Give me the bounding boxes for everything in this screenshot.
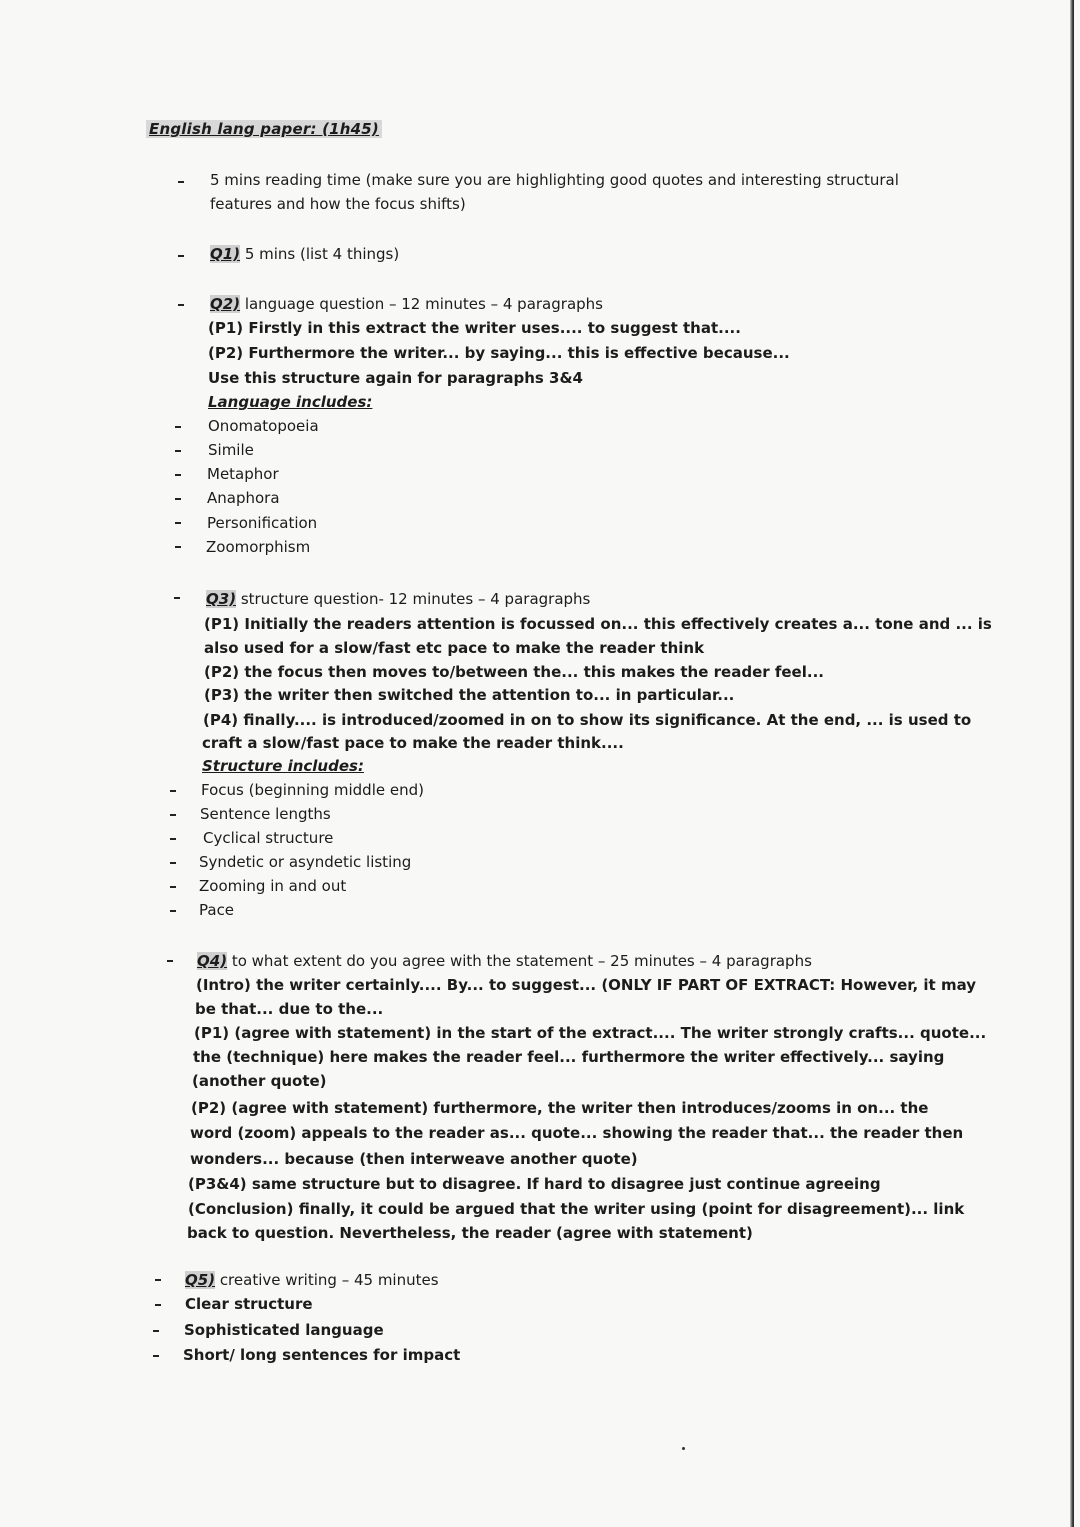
q4-p34: (P3&4) same structure but to disagree. If hard to disagree just continue agreeing [188, 1175, 881, 1193]
q2-includes-heading: Language includes: [208, 393, 373, 411]
bullet-dash [175, 546, 181, 548]
q1-line [210, 244, 399, 264]
q2-text: language question – 12 minutes – 4 paragraphs [240, 295, 603, 313]
q3-line [206, 589, 590, 609]
bullet-dash [170, 790, 176, 792]
q1-text: 5 mins (list 4 things) [240, 245, 400, 263]
bullet-dash [178, 304, 184, 306]
q2-include-item: Onomatopoeia [208, 417, 319, 435]
q4-p1-b: the (technique) here makes the reader feel... furthermore the writer effectively... saying [193, 1048, 945, 1066]
q3-p4-a: (P4) finally.... is introduced/zoomed in on to show its significance. At the end, ... is used to [203, 711, 972, 729]
q4-intro-a: (Intro) the writer certainly.... By... to suggest... (ONLY IF PART OF EXTRACT: However, it may [196, 976, 977, 994]
page-edge-shadow [1070, 0, 1074, 1527]
q3-include-item: Pace [199, 901, 235, 919]
bullet-dash [175, 498, 181, 500]
q5-text: creative writing – 45 minutes [215, 1271, 439, 1289]
q5-item: Clear structure [185, 1295, 313, 1313]
bullet-dash [175, 426, 181, 428]
q4-conclusion-b: back to question. Nevertheless, the reader (agree with statement) [187, 1224, 753, 1242]
q3-text: structure question- 12 minutes – 4 paragraphs [236, 590, 591, 608]
q5-item: Short/ long sentences for impact [183, 1346, 461, 1364]
q4-p2-c: wonders... because (then interweave another quote) [190, 1150, 638, 1168]
q4-intro-b: be that... due to the... [195, 1000, 384, 1018]
q3-label: Q3) [206, 590, 237, 608]
bullet-dash [178, 181, 184, 183]
q2-repeat: Use this structure again for paragraphs 3&4 [208, 369, 583, 387]
bullet-dash [170, 862, 176, 864]
q3-include-item: Cyclical structure [203, 829, 334, 847]
q5-item: Sophisticated language [184, 1321, 384, 1339]
q3-includes-heading: Structure includes: [202, 757, 364, 775]
q3-include-item: Sentence lengths [200, 805, 331, 823]
bullet-dash [170, 910, 176, 912]
q2-include-item: Anaphora [207, 489, 280, 507]
q2-line [210, 294, 603, 314]
q1-label: Q1) [210, 245, 241, 263]
q4-p1-c: (another quote) [192, 1072, 327, 1090]
q4-conclusion-a: (Conclusion) finally, it could be argued that the writer using (point for disagreement)... link [188, 1200, 965, 1218]
q3-p4-b: craft a slow/fast pace to make the reader think.... [202, 734, 624, 752]
q5-label: Q5) [185, 1271, 216, 1289]
q3-p1-b: also used for a slow/fast etc pace to make the reader think [204, 639, 705, 657]
q4-line [197, 951, 812, 971]
bullet-dash [175, 450, 181, 452]
q2-include-item: Personification [207, 514, 318, 532]
q4-text: to what extent do you agree with the statement – 25 minutes – 4 paragraphs [227, 952, 812, 970]
bullet-dash [174, 597, 180, 599]
document-title: English lang paper: (1h45) [146, 120, 382, 138]
bullet-dash [167, 960, 173, 962]
q2-p2: (P2) Furthermore the writer... by saying... this is effective because... [208, 344, 790, 362]
bullet-dash [170, 814, 176, 816]
stray-mark [682, 1447, 685, 1450]
bullet-dash [170, 838, 176, 840]
bullet-dash [170, 886, 176, 888]
q5-line [185, 1270, 439, 1290]
q3-include-item: Zooming in and out [199, 877, 347, 895]
q4-p1-a: (P1) (agree with statement) in the start of the extract.... The writer strongly crafts... quote... [194, 1024, 987, 1042]
bullet-dash [175, 522, 181, 524]
q2-p1: (P1) Firstly in this extract the writer uses.... to suggest that.... [208, 319, 741, 337]
q4-p2-a: (P2) (agree with statement) furthermore, the writer then introduces/zooms in on... the [191, 1099, 929, 1117]
bullet-dash [178, 255, 184, 257]
reading-time-line-2: features and how the focus shifts) [210, 195, 466, 213]
q3-p2: (P2) the focus then moves to/between the... this makes the reader feel... [204, 663, 824, 681]
q2-include-item: Simile [208, 441, 254, 459]
q4-label: Q4) [197, 952, 228, 970]
bullet-dash [155, 1279, 161, 1281]
q3-p1-a: (P1) Initially the readers attention is focussed on... this effectively creates a... tone and ... is [204, 615, 992, 633]
q2-label: Q2) [210, 295, 241, 313]
q3-include-item: Focus (beginning middle end) [201, 781, 424, 799]
q3-include-item: Syndetic or asyndetic listing [199, 853, 412, 871]
bullet-dash [153, 1330, 159, 1332]
bullet-dash [175, 474, 181, 476]
q2-include-item: Metaphor [207, 465, 279, 483]
q2-include-item: Zoomorphism [206, 538, 311, 556]
bullet-dash [153, 1355, 159, 1357]
bullet-dash [155, 1304, 161, 1306]
q4-p2-b: word (zoom) appeals to the reader as... quote... showing the reader that... the reader then [190, 1124, 964, 1142]
q3-p3: (P3) the writer then switched the attention to... in particular... [204, 686, 735, 704]
reading-time-line-1: 5 mins reading time (make sure you are highlighting good quotes and interesting structural [210, 171, 899, 189]
